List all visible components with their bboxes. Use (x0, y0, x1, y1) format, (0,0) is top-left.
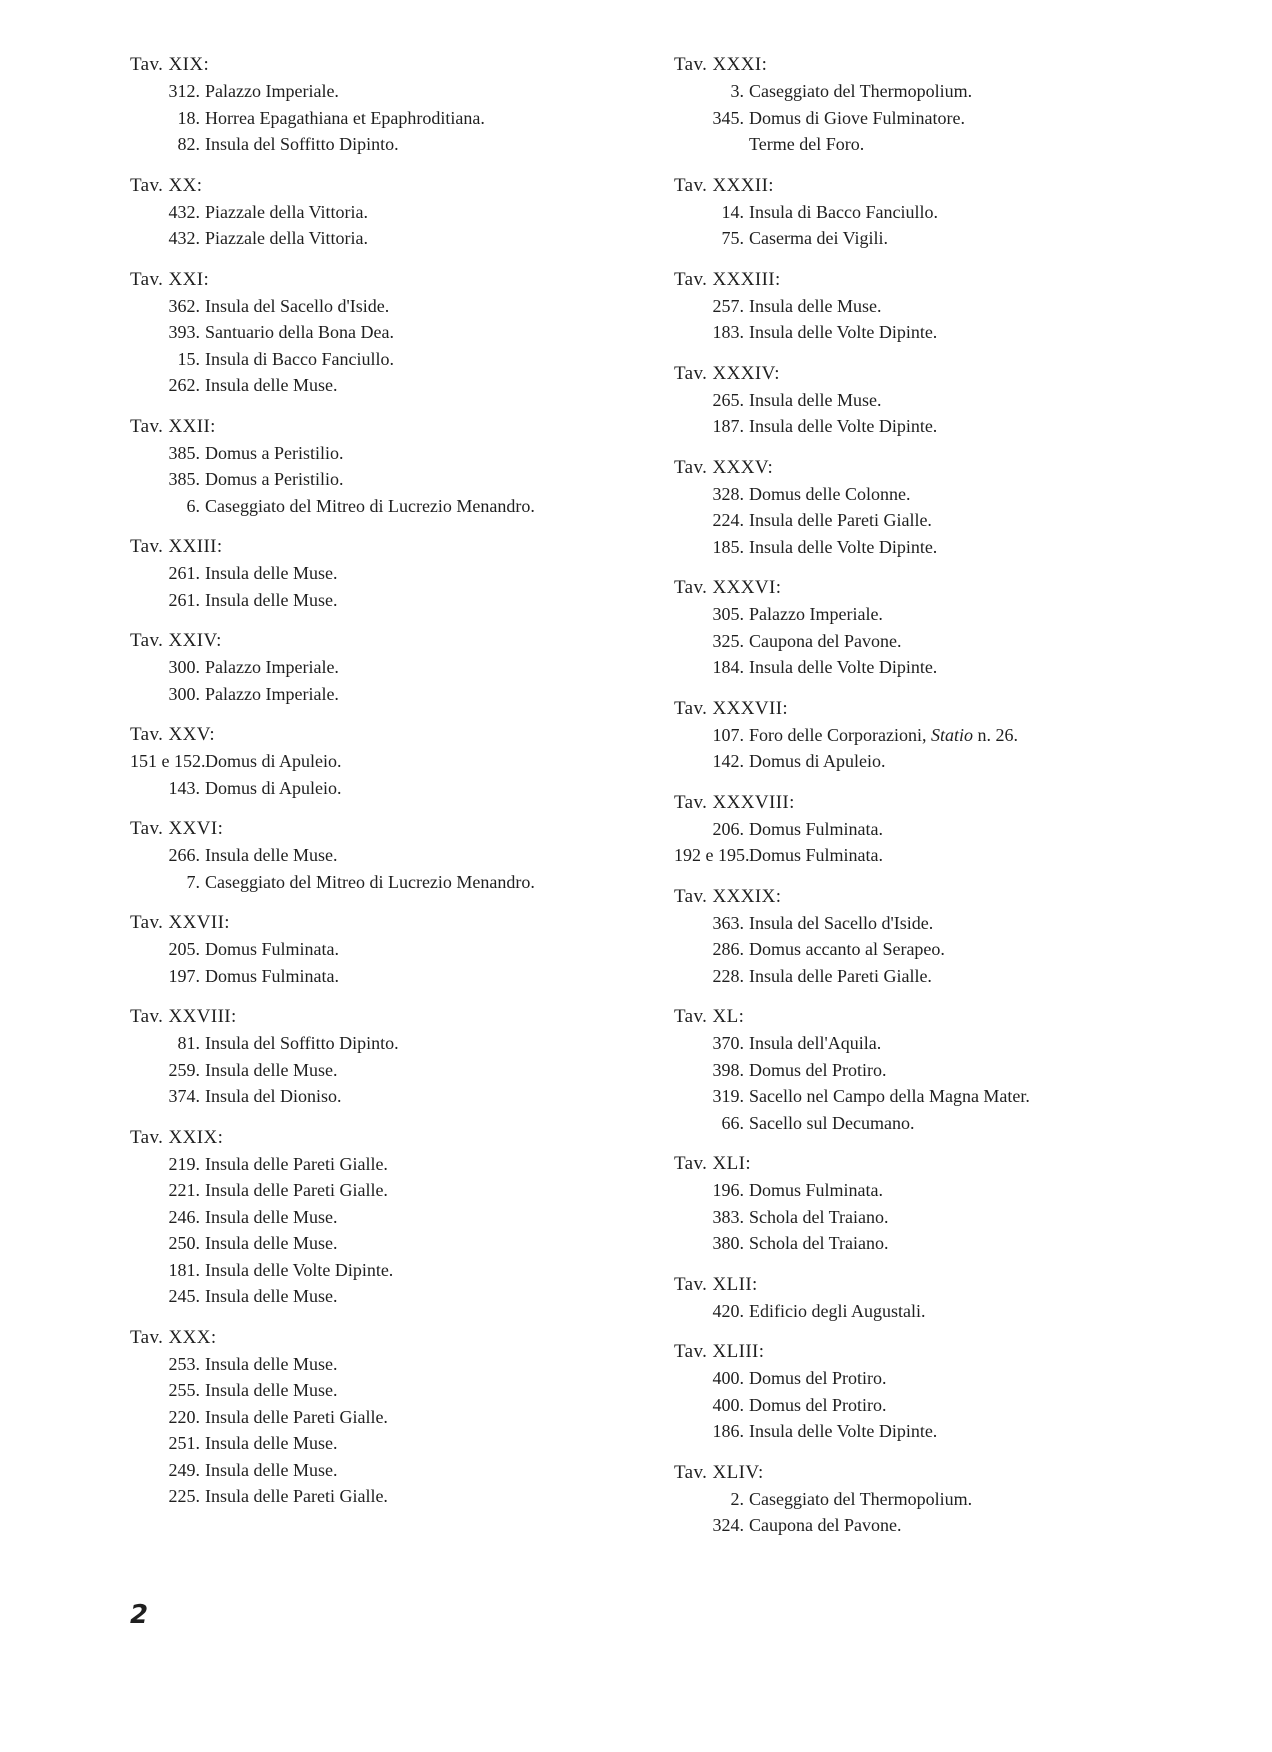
entry-text: Insula del Sacello d'Iside. (749, 912, 934, 933)
plate-entry (674, 601, 1234, 628)
entry-text: Caupona del Pavone. (749, 630, 902, 651)
entry-text: Insula delle Pareti Gialle. (205, 1406, 388, 1427)
plate-entry (130, 466, 670, 493)
entry-text: Domus a Peristilio. (205, 469, 344, 489)
entry-number: 14. (721, 201, 744, 222)
plate-entry (130, 963, 670, 990)
plate-entry (130, 78, 670, 105)
plate-entry (674, 1230, 1234, 1257)
entry-number: 385. (168, 442, 200, 463)
plate-entry (130, 775, 670, 802)
plate-entry (130, 1204, 670, 1231)
entry-number: 385. (168, 469, 200, 489)
entry-text: Insula delle Volte Dipinte. (749, 657, 938, 677)
entry-text: Insula delle Muse. (749, 389, 882, 410)
plate-entry (674, 413, 1234, 440)
plate-section (674, 696, 1234, 775)
entry-text: Insula delle Muse. (205, 1233, 338, 1253)
plate-title: Tav. XXVI: (130, 818, 224, 839)
plate-entry (130, 225, 670, 252)
entry-text: Insula del Dioniso. (205, 1086, 342, 1106)
plate-entry (674, 910, 1234, 937)
entry-text: Insula delle Volte Dipinte. (749, 322, 938, 342)
plate-entry (674, 1110, 1234, 1137)
plate-entry (674, 1512, 1234, 1539)
entry-text: Insula delle Pareti Gialle. (205, 1180, 388, 1200)
entry-number: 374. (168, 1086, 200, 1106)
plate-entry (674, 507, 1234, 534)
entry-text: Domus accanto al Serapeo. (749, 939, 945, 959)
plate-entry (674, 1298, 1234, 1325)
entry-number: 400. (712, 1394, 744, 1415)
plate-entry (130, 1057, 670, 1084)
entry-number: 250. (168, 1233, 200, 1253)
entry-text: Domus del Protiro. (749, 1368, 887, 1388)
plate-title: Tav. XXXIX: (674, 885, 782, 907)
plate-section (130, 1004, 670, 1110)
entry-number: 261. (168, 589, 200, 610)
entry-number: 245. (168, 1286, 200, 1306)
entry-text: Schola del Traiano. (749, 1206, 889, 1227)
plate-entry (674, 816, 1234, 843)
entry-number: 107. (712, 724, 744, 745)
plate-title: Tav. XXXV: (674, 456, 774, 478)
entry-number: 187. (712, 416, 744, 436)
entry-text: Insula delle Muse. (205, 845, 338, 865)
entry-number: 400. (712, 1368, 744, 1388)
plate-title: Tav. XXI: (130, 268, 210, 290)
entry-text: Domus di Giove Fulminatore. (749, 107, 965, 128)
entry-text: Insula delle Pareti Gialle. (205, 1153, 388, 1174)
entry-number: 142. (712, 751, 744, 771)
entry-number: 224. (712, 510, 744, 530)
entry-number: 420. (712, 1300, 744, 1321)
entry-number: 286. (712, 939, 744, 959)
entry-text: Piazzale della Vittoria. (205, 201, 369, 222)
entry-text: Caseggiato del Thermopolium. (749, 1488, 973, 1509)
entry-number: 251. (168, 1433, 200, 1453)
plate-entry (674, 963, 1234, 990)
plate-entry (674, 842, 1234, 869)
plate-title: Tav. XXXIV: (674, 362, 780, 384)
entry-number: 219. (168, 1153, 200, 1174)
plate-entry (130, 1030, 670, 1057)
plate-entry (674, 748, 1234, 775)
plate-entry (674, 1392, 1234, 1419)
plate-entry (130, 1230, 670, 1257)
entry-text: Insula delle Muse. (205, 375, 338, 395)
plate-entry (674, 534, 1234, 561)
plate-entry (130, 131, 670, 158)
entry-text: Domus delle Colonne. (749, 483, 911, 504)
entry-number: 259. (168, 1059, 200, 1080)
plate-entry (674, 293, 1234, 320)
plate-entry (130, 748, 670, 775)
entry-text: Insula delle Pareti Gialle. (205, 1486, 388, 1506)
entry-number: 249. (168, 1459, 200, 1480)
entry-suffix: n. 26. (977, 724, 1018, 745)
entry-text: Piazzale della Vittoria. (205, 228, 369, 248)
entry-number: 319. (712, 1086, 744, 1106)
plate-title: Tav. XXII: (130, 415, 216, 437)
page-number: 2 (130, 1600, 149, 1630)
plate-entry (674, 1204, 1234, 1231)
entry-number: 15. (177, 348, 200, 369)
entry-number: 183. (712, 322, 744, 342)
plate-title: Tav. XXXII: (674, 174, 774, 196)
plate-entry (130, 1177, 670, 1204)
entry-text: Foro delle Corporazioni, (749, 724, 927, 745)
plate-entry (130, 587, 670, 614)
plate-section (674, 361, 1234, 440)
entry-text: Caseggiato del Mitreo di Lucrezio Menandro. (205, 871, 535, 892)
plate-title: Tav. XXVIII: (130, 1006, 237, 1027)
entry-number: 184. (712, 657, 744, 677)
entry-text: Insula delle Muse. (749, 295, 882, 316)
plate-entry (130, 440, 670, 467)
plate-section (130, 1325, 670, 1510)
plate-entry (130, 346, 670, 373)
entry-text: Domus di Apuleio. (749, 751, 886, 771)
entry-number: 265. (712, 389, 744, 410)
entry-number: 398. (712, 1059, 744, 1080)
entry-number: 186. (712, 1421, 744, 1441)
entry-text: Horrea Epagathiana et Epaphroditiana. (205, 107, 485, 128)
plate-entry (674, 481, 1234, 508)
entry-number: 432. (168, 228, 200, 248)
plate-title: Tav. XXIX: (130, 1126, 224, 1148)
entry-number: 220. (168, 1406, 200, 1427)
entry-number: 325. (712, 630, 744, 651)
entry-text: Sacello sul Decumano. (749, 1112, 915, 1133)
entry-number: 66. (721, 1112, 744, 1133)
entry-number: 192 e 195. (674, 845, 750, 865)
plate-entry (130, 293, 670, 320)
plate-section (674, 455, 1234, 561)
entry-number: 2. (730, 1488, 744, 1509)
plate-section (130, 414, 670, 520)
entry-number: 205. (168, 939, 200, 959)
entry-number: 75. (721, 228, 744, 248)
entry-number: 257. (712, 295, 744, 316)
entry-text: Caseggiato del Mitreo di Lucrezio Menandro. (205, 495, 535, 516)
entry-number: 206. (712, 818, 744, 839)
plate-entry (674, 1057, 1234, 1084)
plate-section (674, 1151, 1234, 1257)
plate-entry (130, 319, 670, 346)
plate-title: Tav. XXVII: (130, 912, 230, 933)
plate-section (674, 790, 1234, 869)
plate-section (674, 1339, 1234, 1445)
plate-entry (130, 1483, 670, 1510)
plate-section (674, 1460, 1234, 1539)
entry-text: Insula delle Volte Dipinte. (205, 1259, 394, 1280)
plate-section (674, 267, 1234, 346)
plate-entry (130, 1257, 670, 1284)
plate-entry (130, 1351, 670, 1378)
right-column (674, 52, 1234, 1554)
plate-entry (674, 1365, 1234, 1392)
entry-text: Terme del Foro. (749, 134, 865, 154)
entry-text: Palazzo Imperiale. (205, 657, 339, 677)
entry-text: Domus Fulminata. (205, 939, 339, 959)
plate-section (130, 534, 670, 613)
plate-entry (130, 842, 670, 869)
entry-text: Insula delle Volte Dipinte. (749, 536, 938, 557)
plate-entry (674, 722, 1234, 749)
plate-entry (130, 1151, 670, 1178)
plate-section (674, 1004, 1234, 1136)
entry-text: Domus Fulminata. (749, 1180, 883, 1200)
plate-entry (130, 493, 670, 520)
entry-number: 305. (712, 604, 744, 624)
plate-entry (674, 78, 1234, 105)
plate-title: Tav. XX: (130, 174, 203, 196)
entry-number: 197. (168, 965, 200, 986)
entry-text: Edificio degli Augustali. (749, 1300, 926, 1321)
entry-number: 262. (168, 375, 200, 395)
plate-entry (674, 105, 1234, 132)
plate-section (130, 816, 670, 895)
entry-number: 246. (168, 1206, 200, 1227)
entry-number: 185. (712, 536, 744, 557)
entry-text: Insula delle Muse. (205, 1380, 338, 1400)
entry-number: 393. (168, 322, 200, 342)
plate-entry (674, 1486, 1234, 1513)
entry-number: 328. (712, 483, 744, 504)
plate-title: Tav. XLIII: (674, 1341, 765, 1362)
plate-entry (674, 1083, 1234, 1110)
entry-number: 151 e 152. (130, 751, 206, 771)
plate-title: Tav. XXXVI: (674, 577, 782, 598)
entry-text: Caupona del Pavone. (749, 1515, 902, 1535)
entry-text: Schola del Traiano. (749, 1233, 889, 1253)
entry-number: 363. (712, 912, 744, 933)
entry-text: Insula del Soffitto Dipinto. (205, 1033, 399, 1053)
entry-text: Insula delle Muse. (205, 563, 338, 583)
entry-number: 225. (168, 1486, 200, 1506)
entry-number: 18. (177, 107, 200, 128)
entry-text: Insula delle Muse. (205, 1059, 338, 1080)
entry-number: 143. (168, 777, 200, 798)
plate-entry (674, 654, 1234, 681)
plate-title: Tav. XXXI: (674, 54, 768, 75)
plate-entry (674, 1418, 1234, 1445)
entry-text: Domus Fulminata. (205, 965, 339, 986)
plate-entry (130, 654, 670, 681)
entry-number: 324. (712, 1515, 744, 1535)
plate-entry (674, 628, 1234, 655)
plate-entry (130, 681, 670, 708)
plate-title: Tav. XXX: (130, 1326, 217, 1348)
entry-number: 261. (168, 563, 200, 583)
entry-text: Domus Fulminata. (749, 818, 883, 839)
plate-title: Tav. XIX: (130, 54, 210, 75)
plate-section (130, 1125, 670, 1310)
plate-entry (130, 372, 670, 399)
entry-text: Insula delle Volte Dipinte. (749, 416, 938, 436)
entry-text: Domus del Protiro. (749, 1059, 887, 1080)
entry-text: Insula delle Muse. (205, 1286, 338, 1306)
plate-entry (130, 560, 670, 587)
plate-entry (130, 869, 670, 896)
plate-section (130, 628, 670, 707)
plate-entry (130, 1377, 670, 1404)
plate-title: Tav. XXXVII: (674, 697, 789, 719)
entry-number: 266. (168, 845, 200, 865)
entry-text: Insula delle Muse. (205, 1206, 338, 1227)
entry-text: Insula delle Muse. (205, 1353, 338, 1374)
entry-number: 300. (168, 657, 200, 677)
plate-entry (674, 387, 1234, 414)
entry-text: Insula del Soffitto Dipinto. (205, 134, 399, 154)
plate-section (674, 884, 1234, 990)
entry-text: Domus di Apuleio. (205, 751, 342, 771)
plate-entry (674, 1177, 1234, 1204)
plate-entry (130, 105, 670, 132)
entry-number: 181. (168, 1259, 200, 1280)
entry-number: 312. (168, 81, 200, 101)
plate-title: Tav. XXIV: (130, 630, 222, 651)
entry-text: Insula delle Muse. (205, 1459, 338, 1480)
entry-number: 228. (712, 965, 744, 986)
entry-number: 196. (712, 1180, 744, 1200)
entry-number: 383. (712, 1206, 744, 1227)
plate-entry (674, 199, 1234, 226)
entry-number: 253. (168, 1353, 200, 1374)
entry-number: 7. (186, 871, 200, 892)
plate-entry (130, 936, 670, 963)
entry-text: Palazzo Imperiale. (205, 683, 339, 704)
plate-section (130, 52, 670, 158)
entry-text: Insula delle Volte Dipinte. (749, 1421, 938, 1441)
plate-entry (130, 1083, 670, 1110)
entry-text: Palazzo Imperiale. (205, 81, 339, 101)
plate-entry (130, 1457, 670, 1484)
entry-text: Insula delle Pareti Gialle. (749, 510, 932, 530)
entry-text: Caseggiato del Thermopolium. (749, 81, 973, 101)
plate-title: Tav. XXIII: (130, 536, 223, 557)
entry-text: Sacello nel Campo della Magna Mater. (749, 1086, 1030, 1106)
entry-number: 362. (168, 295, 200, 316)
entry-text: Insula di Bacco Fanciullo. (749, 201, 938, 222)
plate-title: Tav. XL: (674, 1006, 745, 1027)
entry-text: Insula delle Pareti Gialle. (749, 965, 932, 986)
entry-text: Domus di Apuleio. (205, 777, 342, 798)
plate-entry (674, 936, 1234, 963)
plate-entry (674, 1030, 1234, 1057)
entry-number: 300. (168, 683, 200, 704)
entry-italic-ref: Statio (930, 724, 973, 745)
plate-title: Tav. XXXVIII: (674, 791, 795, 813)
plate-section (130, 722, 670, 801)
plate-section (130, 267, 670, 399)
entry-text: Domus Fulminata. (749, 845, 883, 865)
plate-section (674, 52, 1234, 158)
plate-entry (130, 1404, 670, 1431)
plate-entry (130, 1430, 670, 1457)
plate-title: Tav. XLII: (674, 1273, 758, 1295)
left-column (130, 52, 670, 1525)
plate-section (674, 173, 1234, 252)
plate-title: Tav. XLIV: (674, 1461, 764, 1483)
plate-title: Tav. XLI: (674, 1153, 752, 1174)
entry-text: Insula delle Muse. (205, 589, 338, 610)
plate-entry (130, 1283, 670, 1310)
entry-text: Palazzo Imperiale. (749, 604, 883, 624)
entry-text: Insula delle Muse. (205, 1433, 338, 1453)
plate-section (674, 575, 1234, 681)
entry-text: Santuario della Bona Dea. (205, 322, 394, 342)
entry-text: Caserma dei Vigili. (749, 228, 889, 248)
entry-number: 370. (712, 1033, 744, 1053)
entry-text: Domus a Peristilio. (205, 442, 344, 463)
plate-section (130, 173, 670, 252)
plate-title: Tav. XXXIII: (674, 268, 781, 290)
entry-text: Insula di Bacco Fanciullo. (205, 348, 394, 369)
entry-number: 221. (168, 1180, 200, 1200)
entry-text: Insula dell'Aquila. (749, 1033, 882, 1053)
entry-number: 345. (712, 107, 744, 128)
entry-number: 380. (712, 1233, 744, 1253)
plate-entry (674, 225, 1234, 252)
entry-number: 6. (186, 495, 200, 516)
entry-number: 3. (730, 81, 744, 101)
entry-text: Insula del Sacello d'Iside. (205, 295, 390, 316)
entry-number: 432. (168, 201, 200, 222)
plate-section (130, 910, 670, 989)
plate-entry (674, 131, 1234, 158)
plate-title: Tav. XXV: (130, 724, 216, 745)
entry-number: 255. (168, 1380, 200, 1400)
plate-entry (674, 319, 1234, 346)
entry-number: 81. (177, 1033, 200, 1053)
plate-section (674, 1272, 1234, 1325)
entry-text: Domus del Protiro. (749, 1394, 887, 1415)
entry-number: 82. (177, 134, 200, 154)
plate-entry (130, 199, 670, 226)
